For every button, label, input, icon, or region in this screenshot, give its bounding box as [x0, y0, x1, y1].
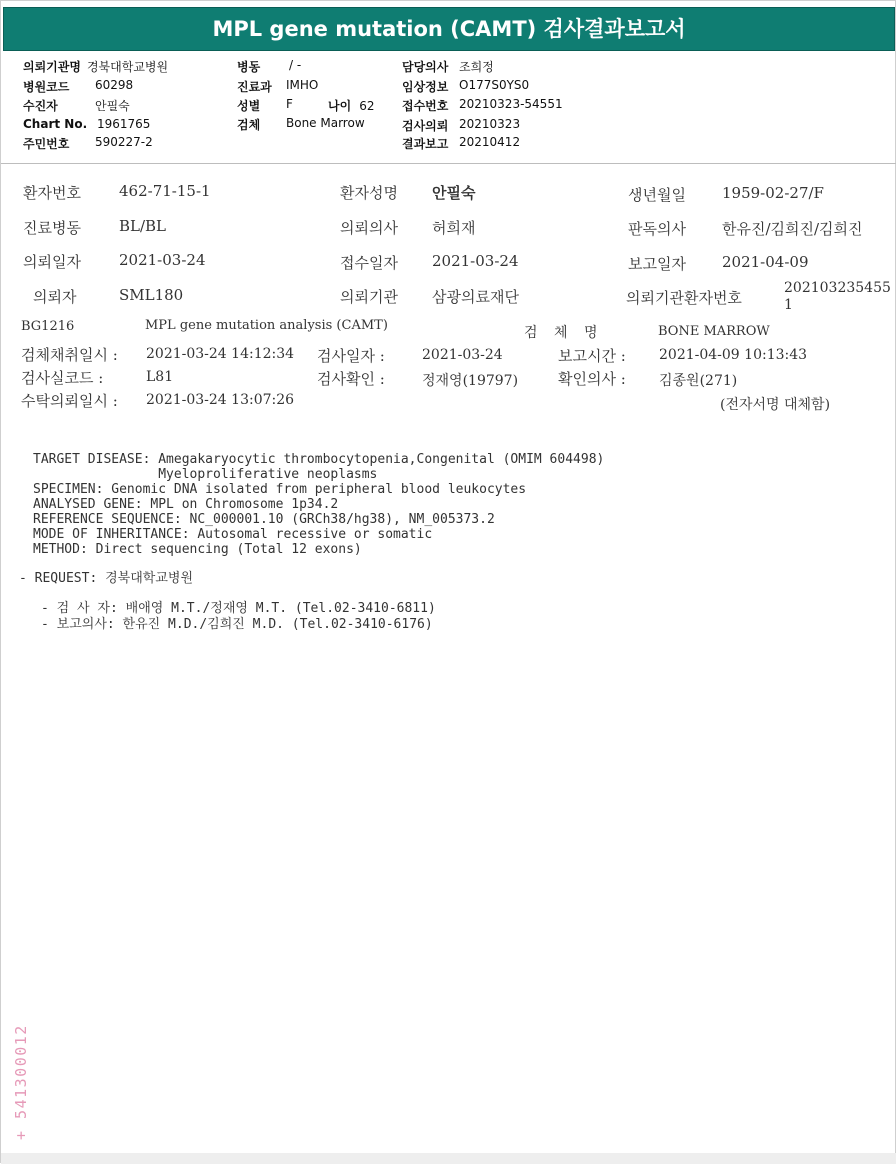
header-label: 병동 [237, 60, 261, 74]
report-line: REFERENCE SEQUENCE: NC_000001.10 (GRCh38/hg38), NM_005373.2 [33, 512, 495, 527]
page-stamp: + 541300012 [12, 1024, 30, 1140]
header-value: 안필숙 [95, 99, 130, 113]
patient-value: 2021-04-09 [722, 253, 809, 271]
header-label: 주민번호 [23, 137, 70, 151]
test-label: 수탁의뢰일시 : [21, 392, 118, 410]
header-label: 접수번호 [402, 99, 449, 113]
patient-label: 진료병동 [23, 219, 81, 237]
header-col1-row5 [23, 135, 153, 152]
header-label: 의뢰기관명 [23, 60, 81, 74]
test-code: BG1216 [21, 319, 75, 334]
test-value: 2021-04-09 10:13:43 [659, 347, 808, 363]
report-line: MODE OF INHERITANCE: Autosomal recessive or somatic [33, 527, 433, 542]
header-col3-row3 [402, 97, 563, 114]
patient-label: 환자번호 [23, 184, 81, 202]
test-value: 2021-03-24 13:07:26 [146, 392, 295, 408]
test-label: 보고시간 : [558, 347, 626, 365]
patient-label: 의뢰기관 [340, 288, 398, 306]
patient-value: 삼광의료재단 [432, 288, 519, 306]
header-age [328, 97, 374, 114]
tester-line: - 검 사 자: 배애영 M.T./정재영 M.T. (Tel.02-3410-6811) [41, 601, 436, 616]
test-label: 검사확인 : [317, 370, 385, 388]
patient-label: 환자성명 [340, 184, 398, 202]
header-value: O177S0YS0 [459, 78, 530, 92]
header-col2-row2 [237, 78, 319, 95]
report-line: TARGET DISEASE: Amegakaryocytic thrombocytopenia,Congenital (OMIM 604498) [33, 452, 605, 467]
patient-label: 판독의사 [628, 220, 686, 238]
header-value: 20210323-54551 [459, 97, 563, 111]
test-label: 검체채취일시 : [21, 346, 118, 364]
header-col1-row1 [23, 58, 168, 75]
esign-note: (전자서명 대체함) [720, 397, 831, 413]
header-label: 수진자 [23, 99, 58, 113]
header-label: 나이 [328, 99, 352, 113]
header-value: 20210412 [459, 135, 521, 149]
patient-value: BL/BL [119, 217, 167, 235]
header-value: 20210323 [459, 117, 521, 131]
header-label: 병원코드 [23, 80, 70, 94]
patient-label: 의뢰일자 [23, 253, 81, 271]
header-label: 담당의사 [402, 60, 449, 74]
header-value: F [286, 97, 293, 111]
header-value: Bone Marrow [286, 116, 365, 130]
header-label: 진료과 [237, 80, 272, 94]
header-col3-row2 [402, 78, 530, 95]
bottom-bar [1, 1153, 896, 1164]
patient-label: 생년월일 [628, 186, 686, 204]
header-value: 62 [359, 99, 375, 113]
header-label: 검체 [237, 118, 261, 132]
patient-value: 한유진/김희진/김희진 [722, 220, 863, 238]
patient-value: 1 [784, 297, 793, 313]
patient-value: 462-71-15-1 [119, 182, 211, 200]
header-value: 60298 [95, 78, 134, 92]
patient-label: 의뢰의사 [340, 219, 398, 237]
header-col1-row2 [23, 78, 134, 95]
patient-value: 허희재 [432, 219, 476, 237]
test-label: 확인의사 : [558, 370, 626, 388]
reporter-line: - 보고의사: 한유진 M.D./김희진 M.D. (Tel.02-3410-6176) [41, 617, 433, 632]
test-value: 김종원(271) [659, 373, 738, 389]
patient-label: 의뢰기관환자번호 [626, 289, 742, 307]
report-line: METHOD: Direct sequencing (Total 12 exons) [33, 542, 362, 557]
header-label: Chart No. [23, 117, 88, 131]
patient-label: 의뢰자 [33, 288, 77, 306]
header-col2-row1 [237, 58, 302, 75]
header-label: 임상정보 [402, 80, 449, 94]
report-title: MPL gene mutation (CAMT) 검사결과보고서 [3, 7, 895, 51]
header-col1-row3 [23, 97, 130, 114]
header-label: 결과보고 [402, 137, 449, 151]
header-label: 검사의뢰 [402, 119, 449, 133]
patient-value: 2021-03-24 [432, 252, 519, 270]
patient-label: 보고일자 [628, 255, 686, 273]
patient-value: 2021-03-24 [119, 251, 206, 269]
test-value: 정재영(19797) [422, 373, 519, 389]
divider [1, 163, 896, 164]
test-name: MPL gene mutation analysis (CAMT) [145, 318, 388, 333]
header-value: IMHO [286, 78, 319, 92]
report-line: ANALYSED GENE: MPL on Chromosome 1p34.2 [33, 497, 339, 512]
test-label: 검사일자 : [317, 347, 385, 365]
test-value: 2021-03-24 [422, 347, 503, 363]
patient-value: 202103235455 [784, 280, 891, 296]
header-value: 조희정 [459, 60, 494, 74]
specimen-label: 검 체 명 [524, 325, 598, 341]
report-line: Myeloproliferative neoplasms [33, 467, 378, 482]
header-col3-row5 [402, 135, 521, 152]
test-value: 2021-03-24 14:12:34 [146, 346, 295, 362]
patient-label: 접수일자 [340, 254, 398, 272]
header-col2-row4 [237, 116, 365, 133]
patient-value: 1959-02-27/F [722, 184, 824, 202]
test-value: L81 [146, 369, 174, 385]
header-col1-row4 [23, 117, 151, 131]
report-line: SPECIMEN: Genomic DNA isolated from peripheral blood leukocytes [33, 482, 527, 497]
request-line: - REQUEST: 경북대학교병원 [19, 571, 193, 586]
header-value: 590227-2 [95, 135, 153, 149]
header-col3-row1 [402, 58, 494, 75]
header-col2-row3 [237, 97, 293, 114]
header-value: 1961765 [97, 117, 151, 131]
header-col3-row4 [402, 117, 521, 134]
header-value: 경북대학교병원 [86, 60, 169, 74]
header-label: 성별 [237, 99, 261, 113]
header-value: / - [289, 58, 302, 72]
patient-value: SML180 [119, 286, 184, 304]
patient-name: 안필숙 [432, 184, 476, 202]
specimen-value: BONE MARROW [658, 324, 770, 339]
test-label: 검사실코드 : [21, 369, 104, 387]
